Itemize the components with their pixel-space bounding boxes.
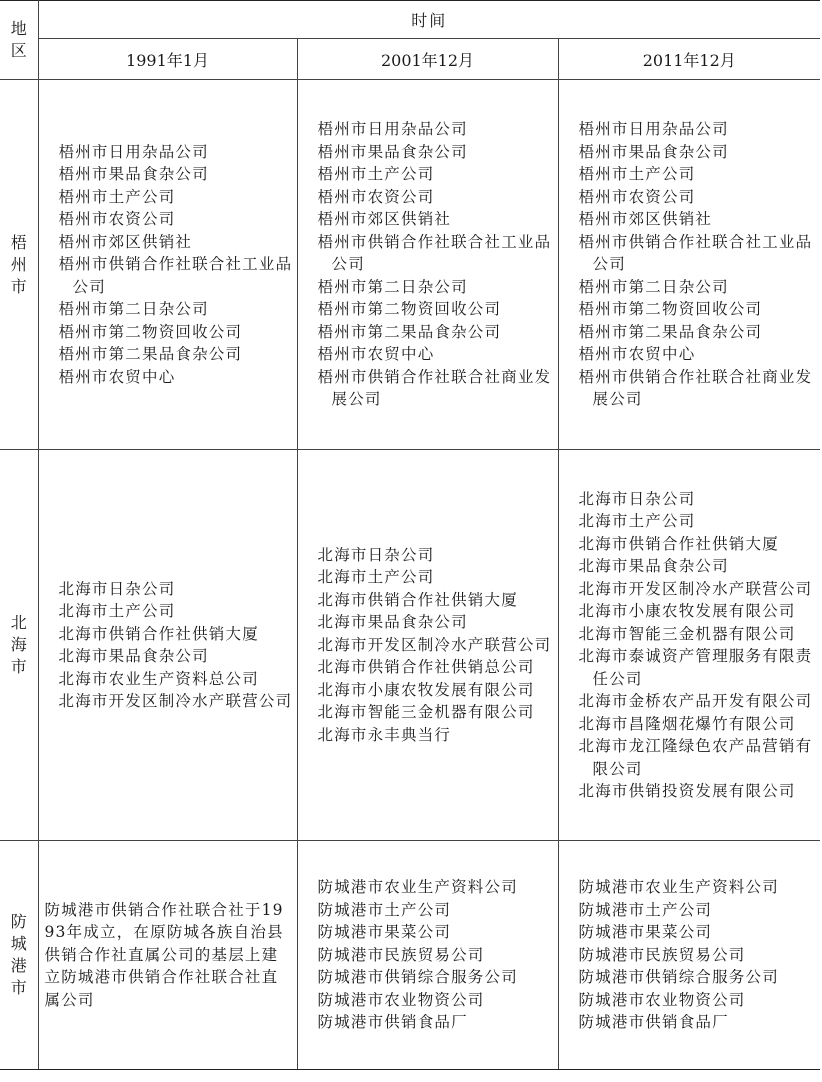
list-item: 北海市供销合作社供销大厦 bbox=[317, 590, 518, 609]
list-item: 梧州市供销合作社联合社工业品公司 bbox=[317, 232, 552, 274]
list-item: 北海市金桥农产品开发有限公司 bbox=[578, 692, 813, 710]
list-item: 梧州市供销合作社联合社商业发展公司 bbox=[317, 367, 552, 409]
header-row-top bbox=[0, 1, 820, 39]
region-name: 北海市 bbox=[10, 613, 27, 676]
list-item: 北海市智能三金机器有限公司 bbox=[578, 624, 796, 643]
list-item: 梧州市农贸中心 bbox=[317, 345, 435, 364]
list-item: 梧州市郊区供销社 bbox=[58, 232, 193, 251]
list-item: 北海市日杂公司 bbox=[578, 489, 696, 508]
list-item: 梧州市第二日杂公司 bbox=[578, 277, 729, 296]
list-item: 北海市智能三金机器有限公司 bbox=[317, 703, 535, 722]
list-item: 防城港市供销综合服务公司 bbox=[317, 968, 518, 987]
list-item: 北海市日杂公司 bbox=[317, 545, 435, 564]
cell-wuzhou-2001 bbox=[297, 80, 558, 450]
company-list bbox=[298, 544, 558, 747]
list-item: 北海市开发区制冷水产联营公司 bbox=[58, 692, 293, 710]
list-item: 梧州市第二日杂公司 bbox=[58, 300, 209, 319]
list-item: 北海市土产公司 bbox=[578, 512, 696, 530]
list-item: 北海市开发区制冷水产联营公司 bbox=[578, 579, 813, 598]
region-header bbox=[0, 1, 38, 80]
list-item: 防城港市农业生产资料公司 bbox=[317, 878, 518, 897]
list-item: 梧州市供销合作社联合社工业品公司 bbox=[578, 232, 813, 274]
company-list bbox=[559, 488, 821, 803]
list-item: 梧州市日用杂品公司 bbox=[317, 120, 468, 139]
time-header: 时间 bbox=[38, 1, 820, 39]
list-item: 梧州市果品食杂公司 bbox=[317, 142, 468, 161]
list-item: 北海市永丰典当行 bbox=[317, 725, 452, 744]
list-item: 北海市供销合作社供销大厦 bbox=[58, 624, 259, 643]
list-item: 梧州市农贸中心 bbox=[58, 367, 176, 386]
cell-fangchenggang-2011 bbox=[558, 841, 820, 1070]
region-cell-wuzhou bbox=[0, 80, 38, 450]
date-header-1991: 1991年1月 bbox=[38, 39, 297, 80]
list-item: 防城港市民族贸易公司 bbox=[578, 945, 746, 964]
list-item: 梧州市第二日杂公司 bbox=[317, 277, 468, 296]
table-row-beihai bbox=[0, 450, 820, 841]
list-item: 北海市小康农牧发展有限公司 bbox=[317, 680, 535, 699]
list-item: 北海市泰诚资产管理服务有限责任公司 bbox=[578, 647, 813, 688]
list-item: 防城港市农业物资公司 bbox=[578, 990, 746, 1009]
list-item: 北海市小康农牧发展有限公司 bbox=[578, 602, 796, 620]
list-item: 梧州市土产公司 bbox=[317, 165, 435, 184]
list-item: 梧州市第二物资回收公司 bbox=[58, 322, 243, 341]
list-item: 防城港市民族贸易公司 bbox=[317, 945, 485, 964]
list-item: 北海市昌隆烟花爆竹有限公司 bbox=[578, 714, 796, 733]
list-item: 防城港市土产公司 bbox=[578, 900, 713, 919]
region-header-label: 地区 bbox=[10, 19, 27, 60]
date-header-2001: 2001年12月 bbox=[297, 39, 558, 80]
list-item: 梧州市第二物资回收公司 bbox=[317, 300, 502, 319]
list-item: 北海市供销合作社供销大厦 bbox=[578, 534, 779, 553]
region-name: 防城港市 bbox=[10, 912, 27, 997]
cell-beihai-1991 bbox=[38, 450, 297, 841]
list-item: 梧州市日用杂品公司 bbox=[58, 142, 209, 161]
list-item: 北海市龙江隆绿色农产品营销有限公司 bbox=[578, 737, 813, 778]
list-item: 梧州市土产公司 bbox=[58, 187, 176, 206]
list-item: 北海市土产公司 bbox=[58, 602, 176, 620]
company-list bbox=[298, 118, 558, 411]
list-item: 梧州市郊区供销社 bbox=[317, 210, 452, 229]
date-header-2011: 2011年12月 bbox=[558, 39, 820, 80]
list-item: 梧州市第二果品食杂公司 bbox=[578, 322, 763, 341]
list-item: 梧州市第二果品食杂公司 bbox=[58, 345, 243, 364]
list-item: 梧州市第二果品食杂公司 bbox=[317, 322, 502, 341]
list-item: 梧州市第二物资回收公司 bbox=[578, 300, 763, 319]
table-row-wuzhou bbox=[0, 80, 820, 450]
cell-fangchenggang-2001 bbox=[297, 841, 558, 1070]
list-item: 北海市土产公司 bbox=[317, 568, 435, 587]
list-item: 防城港市农业物资公司 bbox=[317, 990, 485, 1009]
list-item: 防城港市土产公司 bbox=[317, 900, 452, 919]
list-item: 梧州市农资公司 bbox=[578, 187, 696, 206]
list-item: 梧州市供销合作社联合社商业发展公司 bbox=[578, 367, 813, 409]
list-item: 梧州市土产公司 bbox=[578, 165, 696, 184]
company-list bbox=[298, 876, 558, 1034]
list-item: 梧州市果品食杂公司 bbox=[58, 165, 209, 184]
cell-wuzhou-1991 bbox=[38, 80, 297, 450]
founding-note: 防城港市供销合作社联合社于1993年成立，在原防城各族自治县供销合作社直属公司的基层上建立防城港市供销合作社联合社直属公司 bbox=[44, 900, 284, 1009]
cell-fangchenggang-1991 bbox=[38, 841, 297, 1070]
list-item: 梧州市农资公司 bbox=[58, 210, 176, 229]
list-item: 梧州市农资公司 bbox=[317, 187, 435, 206]
list-item: 北海市果品食杂公司 bbox=[317, 613, 468, 632]
list-item: 北海市果品食杂公司 bbox=[58, 647, 209, 665]
cell-beihai-2001 bbox=[297, 450, 558, 841]
list-item: 北海市农业生产资料总公司 bbox=[58, 669, 259, 688]
company-list bbox=[39, 578, 297, 713]
list-item: 北海市果品食杂公司 bbox=[578, 557, 729, 575]
company-list bbox=[39, 141, 297, 389]
cell-beihai-2011 bbox=[558, 450, 820, 841]
list-item: 梧州市农贸中心 bbox=[578, 345, 696, 364]
list-item: 北海市供销投资发展有限公司 bbox=[578, 782, 796, 800]
cell-wuzhou-2011 bbox=[558, 80, 820, 450]
list-item: 北海市供销合作社供销总公司 bbox=[317, 658, 535, 677]
list-item: 防城港市供销食品厂 bbox=[578, 1013, 729, 1032]
header-row-dates bbox=[0, 39, 820, 80]
list-item: 北海市开发区制冷水产联营公司 bbox=[317, 635, 552, 654]
list-item: 防城港市农业生产资料公司 bbox=[578, 878, 779, 897]
list-item: 梧州市供销合作社联合社工业品公司 bbox=[58, 255, 293, 296]
region-cell-beihai bbox=[0, 450, 38, 841]
company-list bbox=[559, 876, 821, 1034]
list-item: 防城港市果菜公司 bbox=[317, 923, 452, 942]
list-item: 防城港市供销食品厂 bbox=[317, 1013, 468, 1032]
region-name: 梧州市 bbox=[10, 232, 27, 296]
company-list bbox=[559, 118, 821, 411]
list-item: 防城港市供销综合服务公司 bbox=[578, 968, 779, 987]
list-item: 防城港市果菜公司 bbox=[578, 923, 713, 942]
list-item: 梧州市日用杂品公司 bbox=[578, 120, 729, 139]
list-item: 梧州市郊区供销社 bbox=[578, 210, 713, 229]
list-item: 梧州市果品食杂公司 bbox=[578, 142, 729, 161]
region-cell-fangchenggang bbox=[0, 841, 38, 1070]
list-item: 北海市日杂公司 bbox=[58, 579, 176, 598]
table-row-fangchenggang bbox=[0, 841, 820, 1070]
